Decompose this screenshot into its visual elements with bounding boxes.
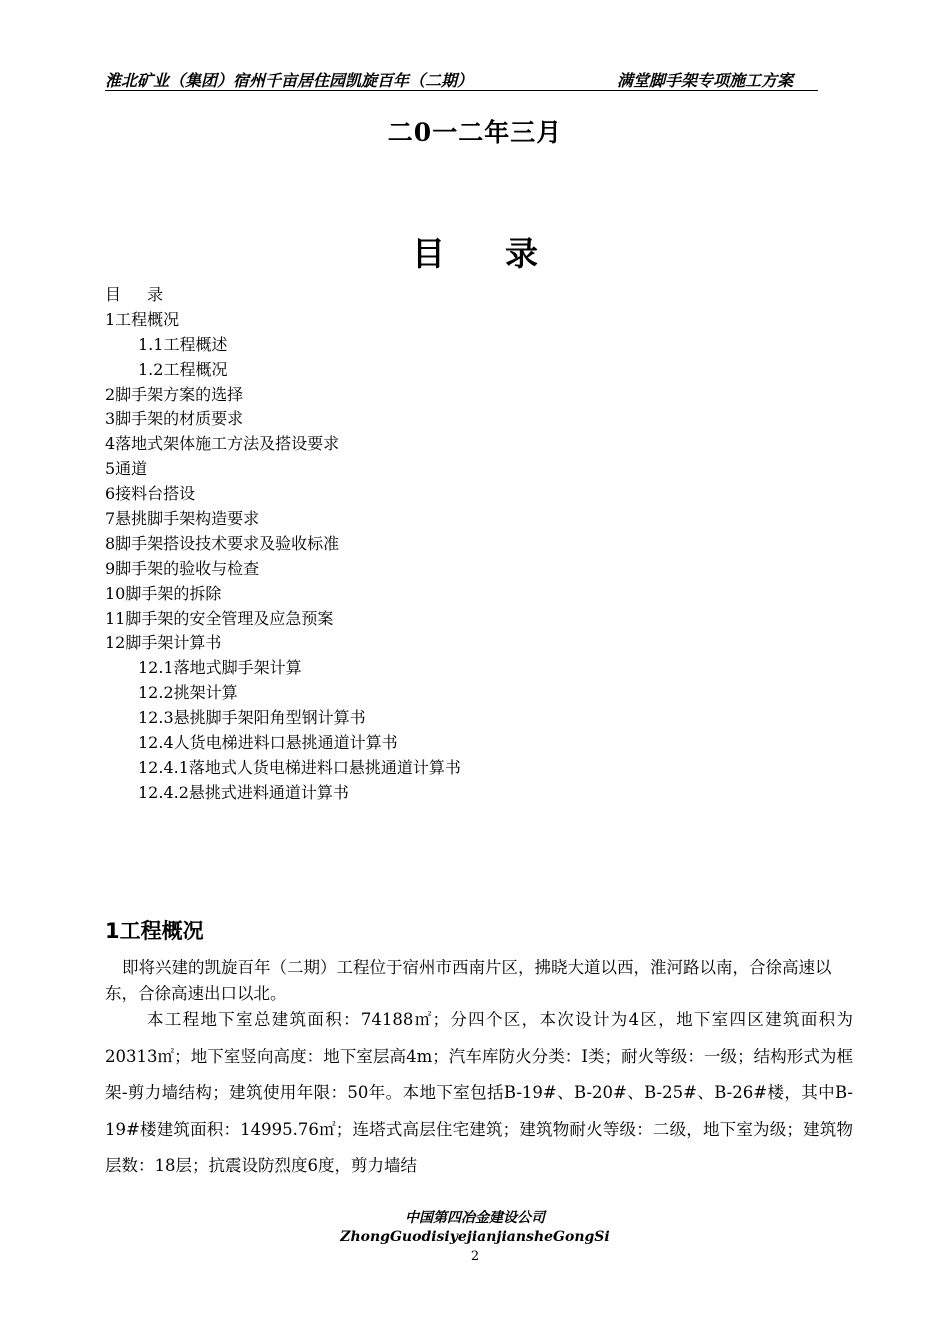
toc-entry[interactable]: 9脚手架的验收与检查 — [105, 558, 260, 578]
toc-entry[interactable]: 12.4.1落地式人货电梯进料口悬挑通道计算书 — [138, 757, 461, 777]
toc-entry[interactable]: 5通道 — [105, 459, 148, 479]
toc-entry[interactable]: 12.3悬挑脚手架阳角型钢计算书 — [138, 708, 366, 728]
toc-entry[interactable]: 12.1落地式脚手架计算 — [138, 658, 302, 678]
toc-entries — [105, 308, 461, 806]
toc-entry[interactable]: 12.4人货电梯进料口悬挑通道计算书 — [138, 733, 398, 753]
toc-entry[interactable]: 1.2工程概况 — [138, 359, 228, 379]
toc-title-char-2: 录 — [505, 234, 538, 273]
toc-entry[interactable]: 4落地式架体施工方法及搭设要求 — [105, 434, 340, 454]
toc-entry[interactable]: 2脚手架方案的选择 — [105, 384, 244, 404]
footer-company-pinyin: ZhongGuodisiyejianjiansheGongSi — [340, 1229, 610, 1245]
section-paragraph-2: 本工程地下室总建筑面积：74188㎡；分四个区，本次设计为4区，地下室四区建筑面积为20313㎡；地下室竖向高度：地下室层高4m；汽车库防火分类：Ⅰ类；耐火等级：一级；结构形式为框架-剪力墙结构；建筑使用年限：50年。本地下室包括B-19#、B-20#、B-25#、B-26#楼，其中B-19#楼建筑面积：14995.76㎡；连塔式高层住宅建筑；建筑物耐火等级：二级，地下室为级；建筑物层数：18层；抗震设防烈度6度，剪力墙结 — [105, 1010, 853, 1176]
toc-entry[interactable]: 1工程概况 — [105, 309, 180, 329]
section-title: 1工程概况 — [105, 919, 204, 943]
toc-title — [0, 228, 950, 275]
page-number: 2 — [470, 1249, 480, 1264]
table-of-contents — [105, 283, 461, 806]
header-project-name: 淮北矿业（集团）宿州千亩居住园凯旋百年（二期） — [105, 71, 474, 90]
toc-entry[interactable]: 12.2挑架计算 — [138, 683, 238, 703]
toc-entry[interactable]: 8脚手架搭设技术要求及验收标准 — [105, 533, 340, 553]
toc-entry[interactable]: 12脚手架计算书 — [105, 633, 222, 653]
toc-entry[interactable]: 1.1工程概述 — [138, 334, 228, 354]
header-document-title: 满堂脚手架专项施工方案 — [617, 71, 794, 90]
toc-title-char-1: 目 — [412, 234, 445, 273]
toc-entry[interactable]: 12.4.2悬挑式进料通道计算书 — [138, 782, 349, 802]
toc-heading-char-2: 录 — [147, 285, 164, 304]
document-date: 二0一二年三月 — [387, 118, 563, 147]
toc-entry[interactable]: 10脚手架的拆除 — [105, 583, 222, 603]
toc-heading[interactable] — [105, 283, 461, 308]
page-footer — [0, 1209, 950, 1266]
toc-entry[interactable]: 11脚手架的安全管理及应急预案 — [105, 608, 334, 628]
toc-entry[interactable]: 6接料台搭设 — [105, 484, 196, 504]
page-header — [105, 68, 818, 91]
toc-heading-char-1: 目 — [105, 285, 122, 304]
footer-company-name: 中国第四冶金建设公司 — [405, 1210, 545, 1226]
toc-entry[interactable]: 7悬挑脚手架构造要求 — [105, 509, 260, 529]
section-paragraph-1: 即将兴建的凯旋百年（二期）工程位于宿州市西南片区，拂晓大道以西，淮河路以南，合徐高速以东，合徐高速出口以北。 — [105, 958, 832, 1003]
toc-entry[interactable]: 3脚手架的材质要求 — [105, 409, 244, 429]
